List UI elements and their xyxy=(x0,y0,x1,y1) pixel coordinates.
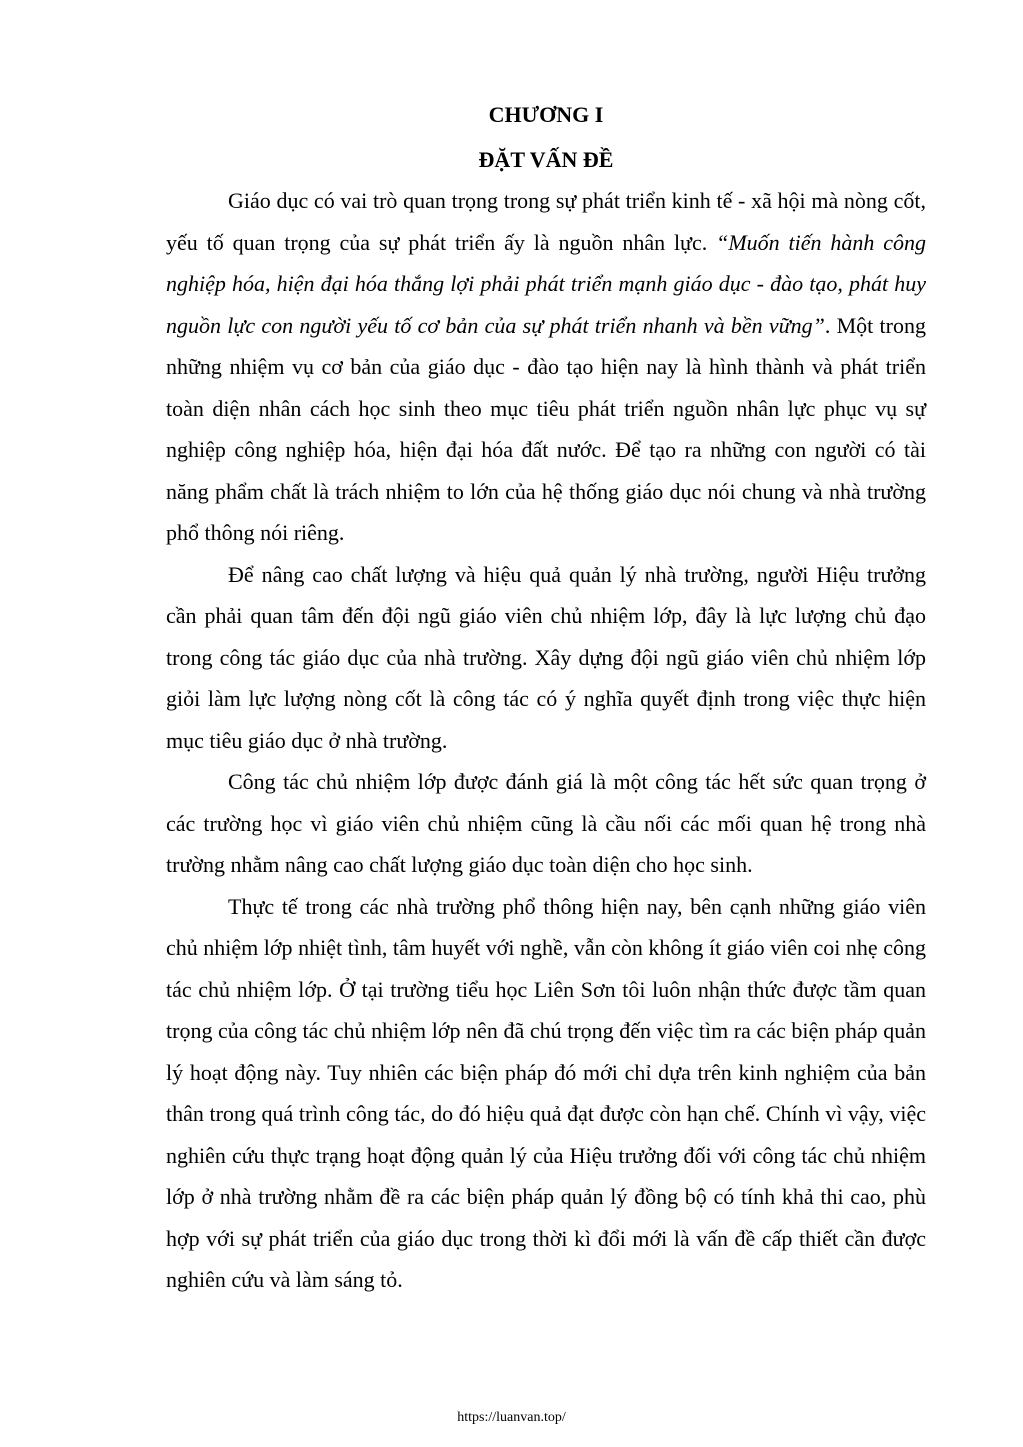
paragraph-2: Để nâng cao chất lượng và hiệu quả quản lý nhà trường, người Hiệu trưởng cần phải quan tâm đến đội ngũ giáo viên chủ nhiệm lớp, đây là lực lượng chủ đạo trong công tác giáo dục của nhà trường. Xây dựng đội ngũ giáo viên chủ nhiệm lớp giỏi làm lực lượng nòng cốt là công tác có ý nghĩa quyết định trong việc thực hiện mục tiêu giáo dục ở nhà trường. xyxy=(166,561,926,753)
footer-url: https://luanvan.top/ xyxy=(457,1410,566,1425)
paragraph-1-quote: “Muốn tiến hành công nghiệp hóa, hiện đại hóa thắng lợi phải phát triển mạnh giáo dục - đào tạo, phát huy nguồn lực con người yếu tố cơ bản của sự phát triển nhanh và bền vững” xyxy=(166,229,926,338)
paragraph-4: Thực tế trong các nhà trường phổ thông hiện nay, bên cạnh những giáo viên chủ nhiệm lớp nhiệt tình, tâm huyết với nghề, vẫn còn không ít giáo viên coi nhẹ công tác chủ nhiệm lớp. Ở tại trường tiểu học Liên Sơn tôi luôn nhận thức được tầm quan trọng của công tác chủ nhiệm lớp nên đã chú trọng đến việc tìm ra các biện pháp quản lý hoạt động này. Tuy nhiên các biện pháp đó mới chỉ dựa trên kinh nghiệm của bản thân trong quá trình công tác, do đó hiệu quả đạt được còn hạn chế. Chính vì vậy, việc nghiên cứu thực trạng hoạt động quản lý của Hiệu trưởng đối với công tác chủ nhiệm lớp ở nhà trường nhằm đề ra các biện pháp quản lý đồng bộ có tính khả thi cao, phù hợp với sự phát triển của giáo dục trong thời kì đổi mới là vấn đề cấp thiết cần được nghiên cứu và làm sáng tỏ. xyxy=(166,893,926,1292)
paragraph-3: Công tác chủ nhiệm lớp được đánh giá là một công tác hết sức quan trọng ở các trường học vì giáo viên chủ nhiệm cũng là cầu nối các mối quan hệ trong nhà trường nhằm nâng cao chất lượng giáo dục toàn diện cho học sinh. xyxy=(166,769,926,877)
chapter-heading: CHƯƠNG I xyxy=(488,102,604,127)
body-text xyxy=(166,180,926,1301)
section-heading: ĐẶT VẤN ĐỀ xyxy=(478,147,614,172)
paragraph-1-intro: Giáo dục có vai trò quan trọng trong sự phát triển kinh tế - xã hội mà nòng cốt, yếu tố quan trọng của sự phát triển ấy là nguồn nhân lực. xyxy=(166,188,926,255)
paragraph-1 xyxy=(166,180,926,554)
paragraph-1-rest: . Một trong những nhiệm vụ cơ bản của giáo dục - đào tạo hiện nay là hình thành và phát triển toàn diện nhân cách học sinh theo mục tiêu phát triển nguồn nhân lực phục vụ sự nghiệp công nghiệp hóa, hiện đại hóa đất nước. Để tạo ra những con người có tài năng phẩm chất là trách nhiệm to lớn của hệ thống giáo dục nói chung và nhà trường phổ thông nói riêng. xyxy=(166,312,926,545)
